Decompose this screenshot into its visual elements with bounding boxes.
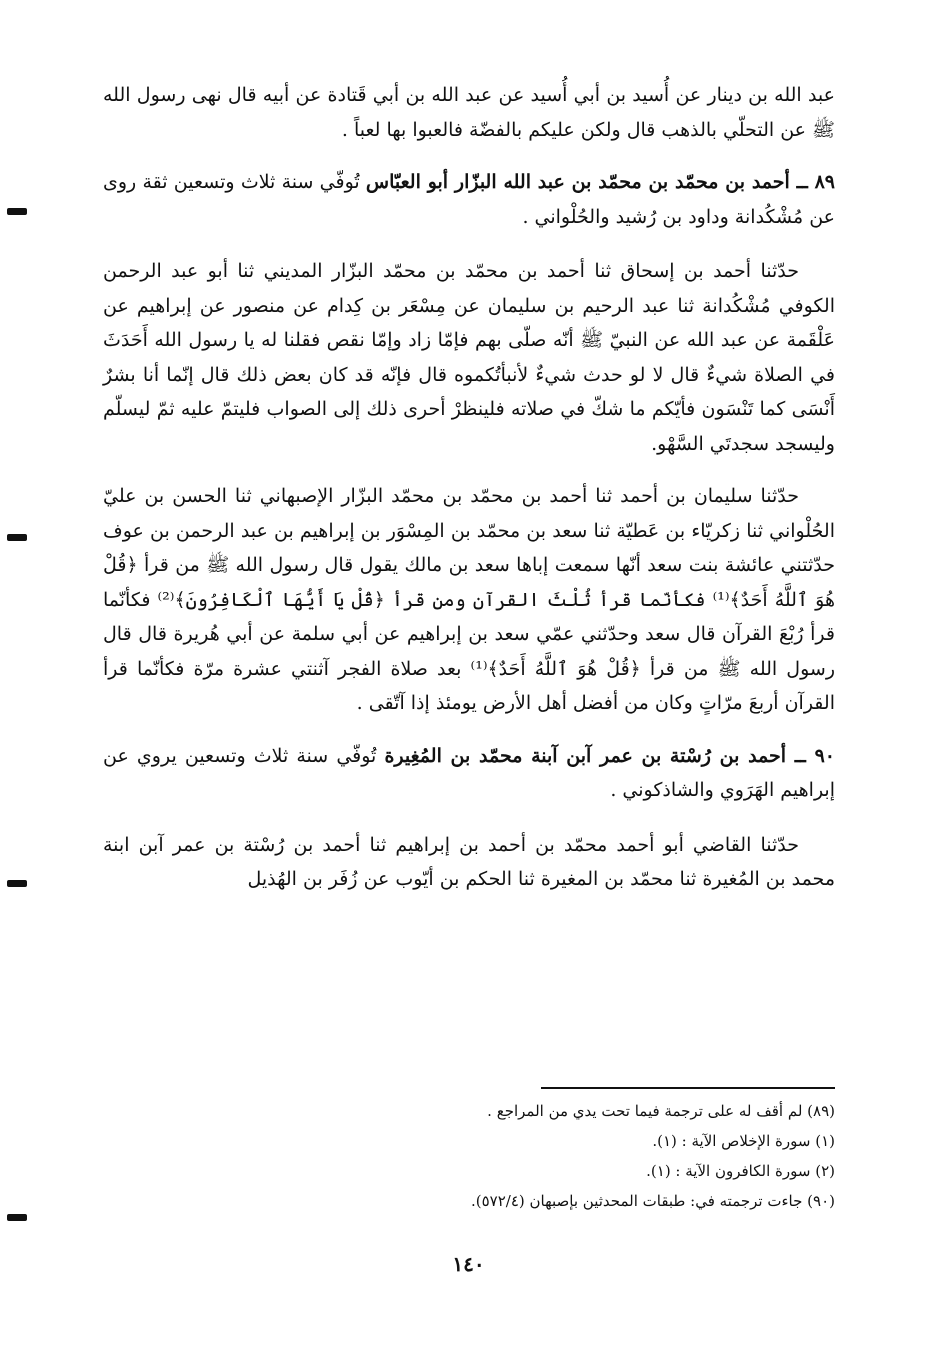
footnote-90: (٩٠) جاءت ترجمته في: طبقات المحدثين بإصبهان (٥٧٢/٤). — [470, 1192, 835, 1210]
paragraph-hadith-1: حدّثنا أحمد بن إسحاق ثنا أحمد بن محمّد بن محمّد البزّار المديني ثنا أبو عبد الرحمن الكوفي مُشْكُدانة ثنا عبد الرحيم بن سليمان عن مِسْعَر بن كِدام عن منصور عن إبراهيم عن عَلْقَمة عن عبد الله عن النبيّ ﷺ أنّه صلّى بهم فإمّا زاد وإمّا نقص فقلنا له يا رسول الله أَحَدَثَ في الصلاة شيءٌ قال لا لو حدث شيءٌ لأنبأتُكموه قال فإنّه قد كان بعض ذلك قال إنّما أنا بشرٌ أَنْسَى كما تَنْسَون فأيّكم ما شكّ في صلاته فلينظرْ أحرى ذلك إلى الصواب فليتمّ عليه ثمّ ليسلّم وليسجد سجدتَي السَّهْو. — [103, 260, 835, 455]
entry-89-text: تُوفّي سنة ثلاث وتسعين ثقة روى عن مُشْكُدانة وداود بن رُشيد والحُلْواني . — [103, 171, 835, 228]
paragraph-hadith-3: حدّثنا القاضي أبو أحمد محمّد بن أحمد بن إبراهيم ثنا أحمد بن رُسْتة بن عمر آبن ابنة محمد بن المُغيرة ثنا محمّد بن المغيرة ثنا الحكم بن أيّوب عن زُفَر بن الهُذيل — [103, 833, 835, 890]
paragraph-hadith-2: حدّثنا سليمان بن أحمد ثنا أحمد بن محمّد بن محمّد البزّار الإصبهاني ثنا الحسن بن عليّ الحُلْواني ثنا زكريّاء بن عَطيّة ثنا سعد بن محمّد بن المِسْوَر بن إبراهيم بن عبد الرحمن بن عوف حدّثتني عائشة بنت سعد أنّها سمعت إباها سعد بن مالك يقول قال رسول الله ﷺ من قرأ ﴿قُلْ هُوَ ٱللَّهُ أَحَدٌ﴾⁽¹⁾ فكأنّما قرأ ثُلْثَ القرآن ومن قرأ ﴿قُلْ يَا أَيُّهَا ٱلْكَافِرُونَ﴾⁽²⁾ فكأنّما قرأ رُبْعَ القرآن قال سعد وحدّثني عمّي سعد بن إبراهيم عن أبي سلمة عن أبي هُريرة قال قال رسول الله ﷺ من قرأ ﴿قُلْ هُوَ ٱللَّهُ أَحَدٌ﴾⁽¹⁾ بعد صلاة الفجر آثنتي عشرة مرّة فكأنّما قرأ القرآن أربعَ مرّاتٍ وكان من أفضل أهل الأرض يومئذ إذا آتّقى . — [103, 485, 835, 714]
entry-90 — [103, 739, 835, 808]
entry-89 — [103, 165, 835, 234]
footnote-1: (١) سورة الإخلاص الآية : (١). — [652, 1132, 835, 1150]
entry-90-text: تُوفّي سنة ثلاث وتسعين يروي عن إبراهيم الهَرَوي والشاذكوني . — [103, 744, 835, 801]
margin-mark — [7, 208, 27, 215]
margin-mark — [7, 880, 27, 887]
footnotes — [103, 1096, 835, 1216]
margin-mark — [7, 534, 27, 541]
entry-89-heading: ٨٩ ــ أحمد بن محمّد بن محمّد بن عبد الله البزّار أبو العبّاس — [365, 171, 835, 193]
footnote-separator — [541, 1087, 835, 1089]
paragraph-1: عبد الله بن دينار عن أُسيد بن أبي أُسيد عن عبد الله بن أبي قَتادة عن أبيه قال نهى رسول الله ﷺ عن التحلّي بالذهب قال ولكن عليكم بالفضّة فالعبوا بها لعباً . — [103, 84, 835, 141]
footnote-2: (٢) سورة الكافرون الآية : (١). — [646, 1162, 835, 1180]
entry-90-heading: ٩٠ ــ أحمد بن رُسْتة بن عمر آبن آبنة محمّد بن المُغِيرة — [384, 744, 835, 767]
page-body — [103, 78, 835, 915]
margin-mark — [7, 1214, 27, 1221]
footnote-89: (٨٩) لم أقف له على ترجمة فيما تحت يدي من المراجع . — [487, 1102, 835, 1120]
page-number: ١٤٠ — [452, 1252, 485, 1276]
